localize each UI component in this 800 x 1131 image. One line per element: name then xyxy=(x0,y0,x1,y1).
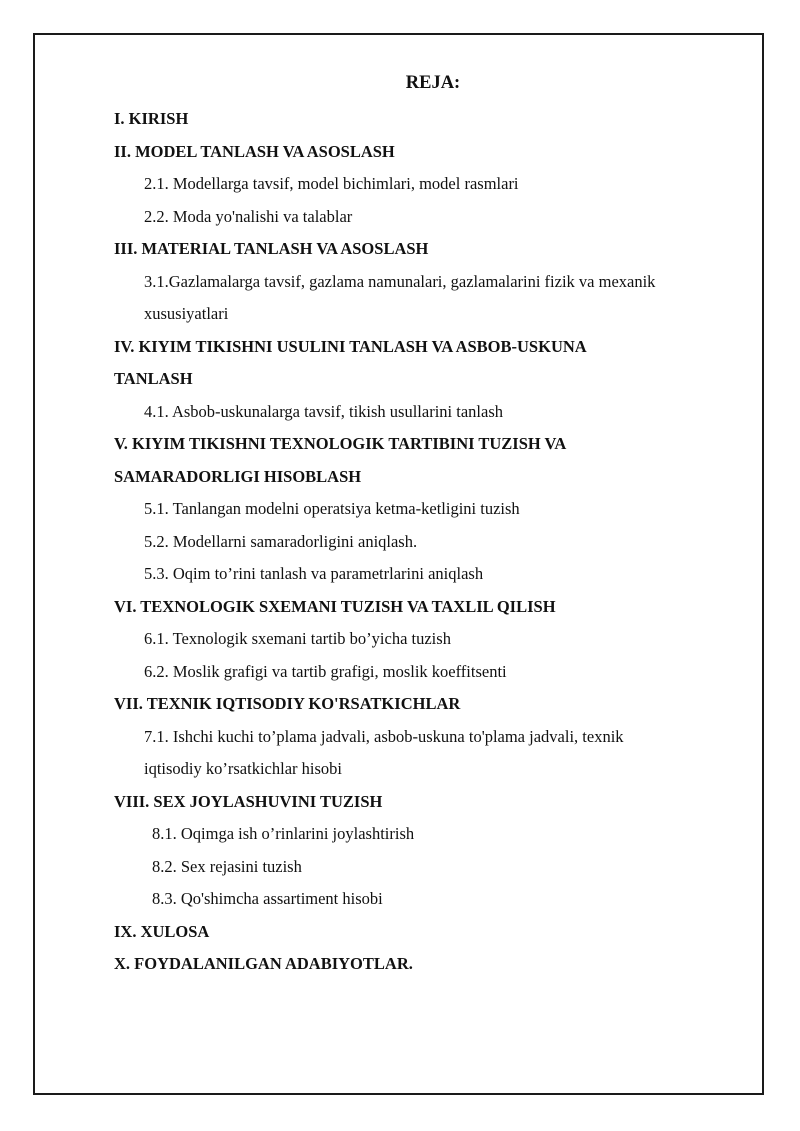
outline-subitem: 7.1. Ishchi kuchi to’plama jadvali, asbob-uskuna to'plama jadvali, texnik xyxy=(144,726,624,746)
outline-subitem: 3.1.Gazlamalarga tavsif, gazlama namunalari, gazlamalarini fizik va mexanik xyxy=(144,271,656,291)
outline-heading: X. FOYDALANILGAN ADABIYOTLAR. xyxy=(114,954,413,973)
outline-heading: VIII. SEX JOYLASHUVINI TUZISH xyxy=(114,791,383,811)
outline-subitem-continuation: iqtisodiy ko’rsatkichlar hisobi xyxy=(144,759,342,778)
outline-heading: IX. XULOSA xyxy=(114,921,210,941)
outline-subitem-continuation: xususiyatlari xyxy=(144,304,229,323)
outline-subitem: 2.2. Moda yo'nalishi va talablar xyxy=(144,206,353,226)
outline-heading: II. MODEL TANLASH VA ASOSLASH xyxy=(114,141,395,161)
outline-heading-continuation: TANLASH xyxy=(114,369,193,388)
outline-subitem: 8.2. Sex rejasini tuzish xyxy=(152,856,302,876)
outline-subitem: 8.3. Qo'shimcha assartiment hisobi xyxy=(152,889,383,908)
outline-subitem: 6.2. Moslik grafigi va tartib grafigi, moslik koeffitsenti xyxy=(144,661,507,681)
outline-subitem: 5.3. Oqim to’rini tanlash va parametrlarini aniqlash xyxy=(144,564,484,583)
outline-subitem: 5.2. Modellarni samaradorligini aniqlash. xyxy=(144,531,418,551)
outline-heading: VI. TEXNOLOGIK SXEMANI TUZISH VA TAXLIL QILISH xyxy=(114,596,556,616)
outline-subitem: 8.1. Oqimga ish o’rinlarini joylashtirish xyxy=(152,824,415,843)
outline-heading: V. KIYIM TIKISHNI TEXNOLOGIK TARTIBINI TUZISH VA xyxy=(114,434,567,453)
outline-heading: IV. KIYIM TIKISHNI USULINI TANLASH VA ASBOB-USKUNA xyxy=(114,336,587,356)
outline-heading: I. KIRISH xyxy=(114,109,189,128)
outline-subitem: 4.1. Asbob-uskunalarga tavsif, tikish usullarini tanlash xyxy=(144,401,503,421)
outline-subitem: 5.1. Tanlangan modelni operatsiya ketma-ketligini tuzish xyxy=(144,499,520,518)
outline-list xyxy=(114,103,739,981)
outline-subitem: 2.1. Modellarga tavsif, model bichimlari, model rasmlari xyxy=(144,174,519,193)
outline-subitem: 6.1. Texnologik sxemani tartib bo’yicha tuzish xyxy=(144,629,451,648)
outline-heading-continuation: SAMARADORLIGI HISOBLASH xyxy=(114,466,362,486)
outline-heading: III. MATERIAL TANLASH VA ASOSLASH xyxy=(114,239,429,258)
outline-heading: VII. TEXNIK IQTISODIY KO'RSATKICHLAR xyxy=(114,694,461,713)
page-title: REJA: xyxy=(405,73,461,93)
